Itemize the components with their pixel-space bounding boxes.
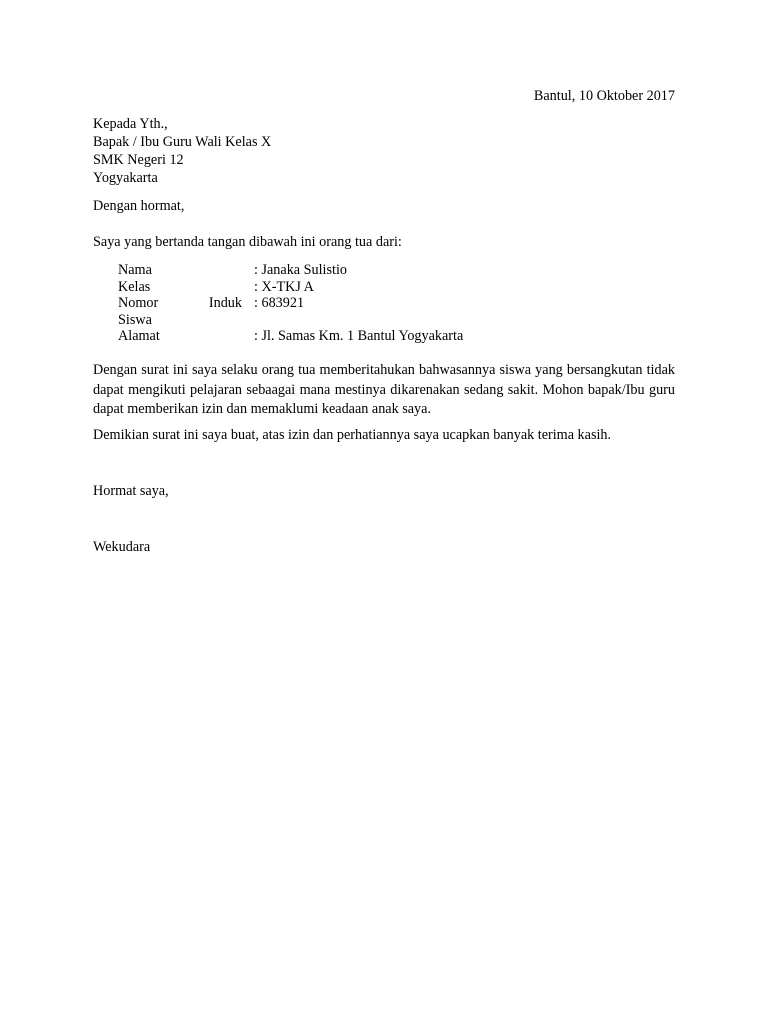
body-paragraph-1: Dengan surat ini saya selaku orang tua memberitahukan bahwasannya siswa yang bersangkutan tidak dapat mengikuti pelajaran sebaagai mana mestinya dikarenakan sedang sakit. Mohon bapak/Ibu guru dapat memberikan izin dan memaklumi keadaan anak saya. xyxy=(93,362,675,417)
recipient-block xyxy=(93,115,271,187)
recipient-line-1: Kepada Yth., xyxy=(93,116,168,132)
letter-date: Bantul, 10 Oktober 2017 xyxy=(533,88,675,104)
student-nis-label-word-1: Nomor xyxy=(118,295,159,311)
closing-salutation: Hormat saya, xyxy=(93,483,169,499)
student-nis-label-word-3: Siswa xyxy=(118,311,152,328)
student-address-row xyxy=(118,328,463,345)
student-address-label: Alamat xyxy=(118,328,160,344)
student-name-label: Nama xyxy=(118,262,152,278)
student-class-value: : X-TKJ A xyxy=(254,278,314,295)
student-nis-label xyxy=(118,295,254,328)
student-class-label: Kelas xyxy=(118,278,151,295)
intro-sentence: Saya yang bertanda tangan dibawah ini orang tua dari: xyxy=(93,234,402,250)
student-class-row xyxy=(118,279,463,296)
recipient-line-3: SMK Negeri 12 xyxy=(93,152,184,168)
recipient-line-4: Yogyakarta xyxy=(93,170,158,186)
student-name-value: : Janaka Sulistio xyxy=(254,262,348,278)
greeting: Dengan hormat, xyxy=(93,198,185,214)
body-paragraph-2: Demikian surat ini saya buat, atas izin dan perhatiannya saya ucapkan banyak terima kasih. xyxy=(93,427,612,443)
student-nis-value: : 683921 xyxy=(254,295,305,311)
student-name-row xyxy=(118,262,463,279)
student-address-value: : Jl. Samas Km. 1 Bantul Yogyakarta xyxy=(254,328,464,344)
recipient-line-2: Bapak / Ibu Guru Wali Kelas X xyxy=(93,134,272,150)
student-nis-row xyxy=(118,295,463,328)
student-nis-label-word-2: Induk xyxy=(208,295,242,311)
signatory-name: Wekudara xyxy=(93,539,151,555)
student-info-table xyxy=(118,262,463,345)
